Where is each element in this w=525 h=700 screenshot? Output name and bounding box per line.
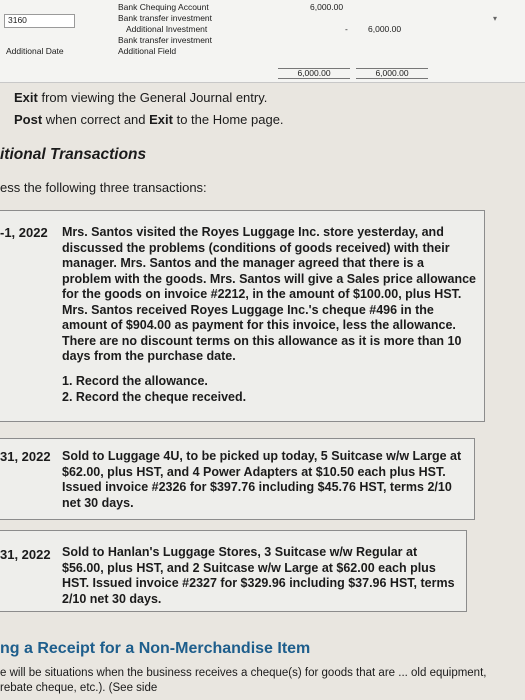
dash-glyph: - (345, 24, 348, 34)
instruction-text: when correct and (42, 112, 150, 127)
account-number-field[interactable]: 3160 (4, 14, 75, 28)
chevron-down-icon[interactable]: ▾ (492, 14, 497, 23)
transaction-date: 31, 2022 (0, 547, 51, 562)
step-item: 2. Record the cheque received. (62, 390, 247, 404)
additional-field-label: Additional Field (118, 46, 177, 56)
journal-description: Bank transfer investment (118, 35, 213, 45)
transaction-date: 31, 2022 (0, 449, 51, 464)
journal-debit: 6,000.00 (310, 2, 344, 12)
transaction-box (0, 530, 467, 612)
receipt-paragraph: e will be situations when the business receives a cheque(s) for goods that are ... old equipment, rebate cheque, etc.). (See side (0, 667, 487, 694)
journal-credit: 6,000.00 (368, 24, 402, 34)
instruction-exit (14, 90, 267, 105)
instruction-text: to the Home page. (172, 112, 284, 127)
transaction-steps (62, 373, 246, 405)
step-item: 1. Record the allowance. (62, 374, 208, 388)
transaction-box (0, 210, 485, 422)
transaction-box (0, 438, 475, 520)
transaction-text: Sold to Luggage 4U, to be picked up today, 5 Suitcase w/w Large at $62.00, plus HST, and 4 Power Adapters at $10.50 each plus HST. Issued invoice #2326 for $397.76 including $45.76 HST, terms 2/10 net 30 days. (62, 449, 462, 510)
total-debit: 6,000.00 (278, 68, 350, 79)
journal-description: Bank Chequing Account (118, 2, 209, 12)
section-intro: ess the following three transactions: (0, 180, 207, 195)
general-journal-strip (0, 0, 525, 83)
journal-description: Bank transfer investment (118, 13, 213, 23)
journal-description: Additional Investment (126, 24, 208, 34)
transaction-text: Sold to Hanlan's Luggage Stores, 3 Suitcase w/w Regular at $56.00, plus HST, and 2 Suitcase w/w Large at $62.00 each plus HST. Issued invoice #2327 for $329.96 including $37.96 HST, terms 2/10 net 30 days. (62, 545, 455, 606)
instruction-keyword: Post (14, 112, 43, 127)
total-credit: 6,000.00 (356, 68, 428, 79)
instruction-keyword: Exit (149, 112, 173, 127)
instruction-post (14, 112, 284, 127)
instruction-text: from viewing the General Journal entry. (37, 90, 268, 105)
receipt-heading: ng a Receipt for a Non-Merchandise Item (0, 640, 311, 657)
instruction-keyword: Exit (14, 90, 38, 105)
transaction-date: -1, 2022 (0, 225, 48, 240)
additional-date-label: Additional Date (6, 46, 64, 56)
journal-row (0, 35, 525, 47)
section-title: itional Transactions (0, 146, 147, 163)
transaction-text: Mrs. Santos visited the Royes Luggage Inc. store yesterday, and discussed the problems (conditions of goods received) with their manager. Mrs. Santos and the manager agreed that there is a problem with the goods. Mrs. Santos will give a Sales price allowance for the goods on invoice #2212, in the amount of $100.00, plus HST. Mrs. Santos received Royes Luggage Inc.'s cheque #496 in the amount of $904.00 as payment for this invoice, less the allowance. There are no discount terms on this allowance as it is more than 10 days from the purchase date. (62, 225, 476, 363)
